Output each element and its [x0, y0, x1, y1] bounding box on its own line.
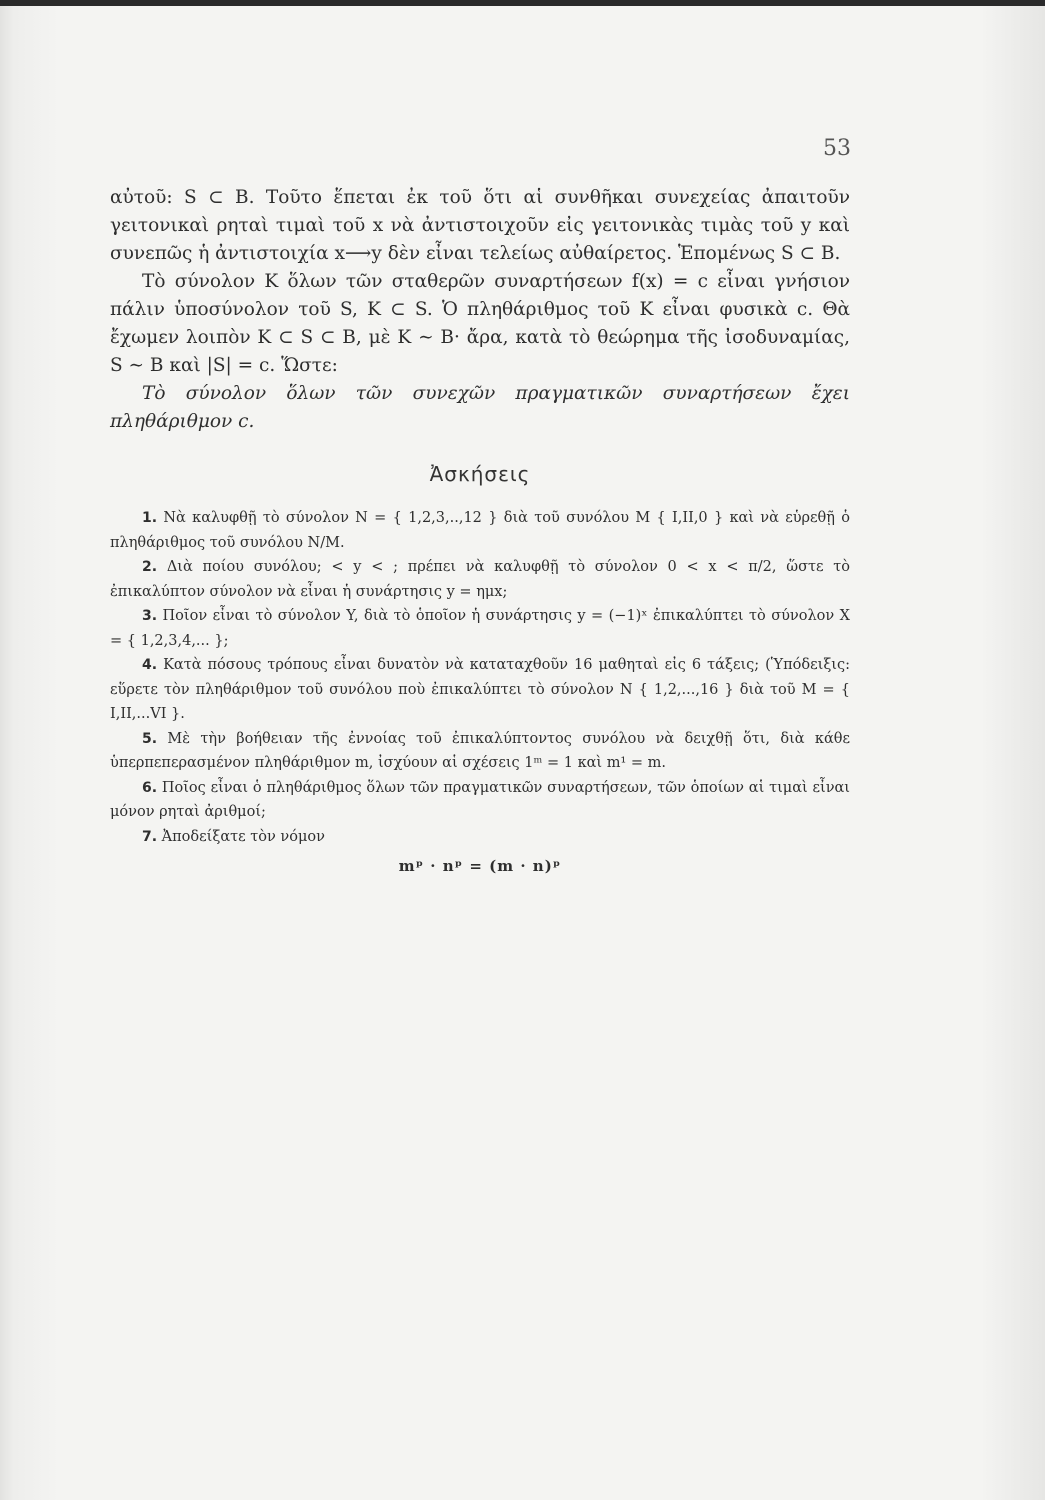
paragraph-2: Τὸ σύνολον K ὅλων τῶν σταθερῶν συναρτήσεων f(x) = c εἶναι γνήσιον πάλιν ὑποσύνολον τοῦ S, K ⊂ S. Ὁ πληθάριθμος τοῦ K εἶναι φυσικὰ c. Θὰ ἔχωμεν λοιπὸν K ⊂ S ⊂ B, μὲ K ∼ B· ἄρα, κατὰ τὸ θεώρημα τῆς ἰσοδυναμίας, S ∼ B καὶ |S| = c. Ὥστε: [110, 271, 850, 376]
exercise-item [110, 776, 850, 825]
exercise-text: Κατὰ πόσους τρόπους εἶναι δυνατὸν νὰ καταταχθοῦν 16 μαθηταὶ εἰς 6 τάξεις; (Ὑπόδειξις: εὕρετε τὸν πληθάριθμον τοῦ συνόλου ποὺ ἐπικαλύπτει τὸ σύνολον N { 1,2,...,16 } διὰ τοῦ M = { I,II,...VI }. [110, 657, 851, 722]
page-number: 53 [823, 136, 851, 161]
exercise-formula: mᵖ · nᵖ = (m · n)ᵖ [398, 857, 562, 875]
page-content [110, 184, 850, 875]
exercise-number: 5. [142, 730, 158, 747]
exercise-text: Ποῖον εἶναι τὸ σύνολον Y, διὰ τὸ ὁποῖον ἡ συνάρτησις y = (−1)ˣ ἐπικαλύπτει τὸ σύνολον X = { 1,2,3,4,... }; [110, 608, 850, 649]
exercise-item [110, 506, 850, 555]
exercise-item [110, 653, 850, 727]
exercise-item [110, 727, 850, 776]
exercise-item [110, 825, 850, 850]
exercise-text: Διὰ ποίου συνόλου; < y < ; πρέπει νὰ καλυφθῇ τὸ σύνολον 0 < x < π/2, ὥστε τὸ ἐπικαλύπτον σύνολον νὰ εἶναι ἡ συνάρτησις y = ημx; [110, 559, 850, 600]
exercise-list [110, 506, 850, 875]
exercise-number: 3. [142, 608, 158, 624]
exercise-number: 7. [142, 828, 158, 845]
exercise-item [110, 555, 850, 604]
exercise-number: 1. [142, 510, 158, 526]
book-page [0, 6, 1045, 1500]
exercises-heading: Ἀσκήσεις [429, 462, 531, 486]
exercise-text: Ποῖος εἶναι ὁ πληθάριθμος ὅλων τῶν πραγματικῶν συναρτήσεων, τῶν ὁποίων αἱ τιμαὶ εἶναι μόνον ρηταὶ ἀριθμοί; [110, 779, 850, 820]
theorem-statement: Τὸ σύνολον ὅλων τῶν συνεχῶν πραγματικῶν συναρτήσεων ἔχει πληθάριθμον c. [110, 383, 850, 432]
exercise-text: Ἀποδείξατε τὸν νόμον [161, 828, 325, 845]
paragraph-1: αὐτοῦ: S ⊂ B. Τοῦτο ἕπεται ἐκ τοῦ ὅτι αἱ συνθῆκαι συνεχείας ἀπαιτοῦν γειτονικαὶ ρηταὶ τιμαὶ τοῦ x νὰ ἀντιστοιχοῦν εἰς γειτονικὰς τιμὰς τοῦ y καὶ συνεπῶς ἡ ἀντιστοιχία x⟶y δὲν εἶναι τελείως αὐθαίρετος. Ἑπομένως S ⊂ B. [110, 187, 850, 264]
exercise-item [110, 604, 850, 653]
exercise-number: 2. [142, 559, 158, 575]
exercise-number: 6. [142, 779, 158, 796]
exercise-text: Μὲ τὴν βοήθειαν τῆς ἐννοίας τοῦ ἐπικαλύπτοντος συνόλου νὰ δειχθῇ ὅτι, διὰ κάθε ὑπερπεπερασμένον πληθάριθμον m, ἰσχύουν αἱ σχέσεις 1ᵐ = 1 καὶ m¹ = m. [110, 730, 850, 771]
exercise-number: 4. [142, 657, 158, 673]
exercise-text: Νὰ καλυφθῇ τὸ σύνολον N = { 1,2,3,..,12 } διὰ τοῦ συνόλου M { I,II,0 } καὶ νὰ εὑρεθῇ ὁ πληθάριθμος τοῦ συνόλου N/M. [110, 510, 851, 551]
